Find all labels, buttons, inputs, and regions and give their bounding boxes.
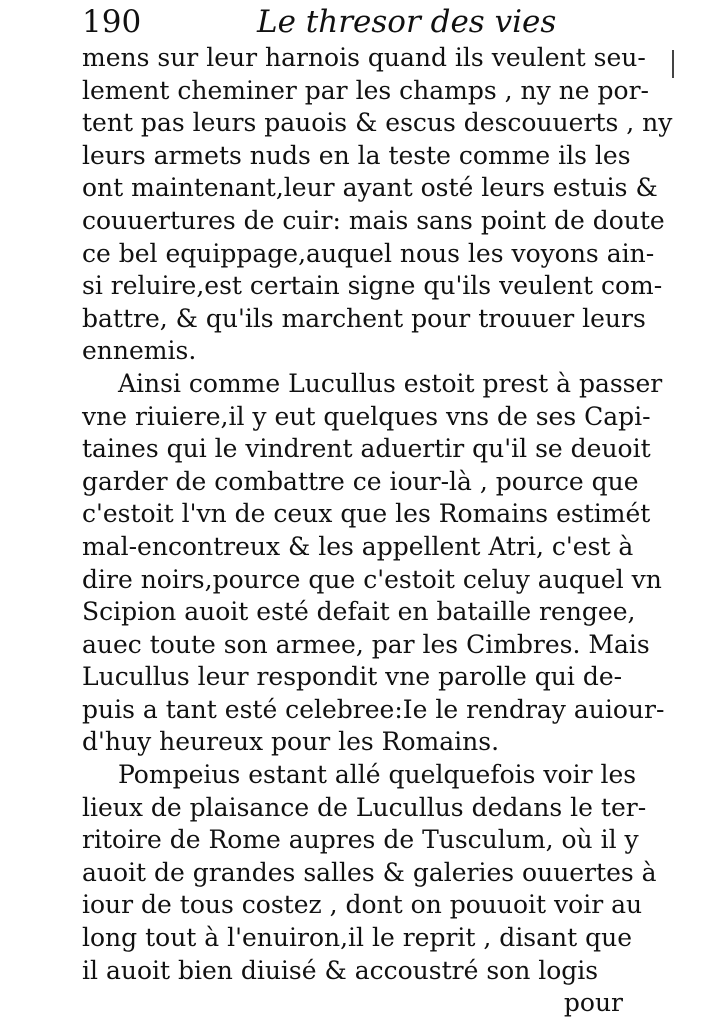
text-line: si reluire,est certain signe qu'ils veulent com- — [82, 271, 663, 301]
text-line: il auoit bien diuisé & accoustré son logis — [82, 955, 599, 985]
text-line: leurs armets nuds en la teste comme ils les — [82, 140, 631, 170]
body-text — [82, 42, 673, 1020]
text-line: lement cheminer par les champs , ny ne por- — [82, 75, 650, 105]
paragraph-start-line: Ainsi comme Lucullus estoit prest à passer — [118, 368, 663, 398]
text-line: vne riuiere,il y eut quelques vns de ses Capi- — [82, 401, 651, 431]
text-line: c'estoit l'vn de ceux que les Romains estimét — [82, 499, 651, 529]
text-line: mens sur leur harnois quand ils veulent seu- — [82, 43, 646, 72]
text-line: tent pas leurs pauois & escus descouuerts , ny — [82, 108, 673, 138]
text-line: iour de tous costez , dont on pouuoit voir au — [82, 890, 643, 920]
page-number: 190 — [82, 4, 142, 40]
text-line: long tout à l'enuiron,il le reprit , disant que — [82, 923, 633, 953]
text-line: d'huy heureux pour les Romains. — [82, 727, 500, 757]
text-line: dire noirs,pource que c'estoit celuy auquel vn — [82, 564, 662, 594]
catchword: pour — [563, 988, 623, 1018]
text-line: mal-encontreux & les appellent Atri, c'est à — [82, 531, 634, 561]
text-line: lieux de plaisance de Lucullus dedans le ter- — [82, 792, 647, 822]
text-line: ce bel equippage,auquel nous les voyons ain- — [82, 238, 655, 268]
running-title: Le thresor des vies — [257, 4, 557, 40]
text-line: couuertures de cuir: mais sans point de doute — [82, 205, 665, 235]
text-line: ennemis. — [82, 336, 197, 366]
paragraph-start-line: Pompeius estant allé quelquefois voir les — [118, 760, 637, 790]
facing-page-bleed — [658, 40, 728, 1000]
text-line: auoit de grandes salles & galeries ouuertes à — [82, 857, 657, 887]
text-line: taines qui le vindrent aduertir qu'il se deuoit — [82, 434, 651, 464]
text-line: battre, & qu'ils marchent pour trouuer leurs — [82, 303, 646, 333]
text-line: garder de combattre ce iour-là , pource que — [82, 466, 639, 496]
text-line: Lucullus leur respondit vne parolle qui de- — [82, 662, 623, 692]
page-edge-mark — [672, 50, 674, 78]
text-line: ritoire de Rome aupres de Tusculum, où il y — [82, 825, 639, 855]
page-header — [82, 2, 622, 42]
text-line: auec toute son armee, par les Cimbres. Mais — [82, 629, 650, 659]
text-line: ont maintenant,leur ayant osté leurs estuis & — [82, 173, 658, 203]
text-line: Scipion auoit esté defait en bataille rengee, — [82, 597, 636, 627]
text-line: puis a tant esté celebree:Ie le rendray auiour- — [82, 694, 665, 724]
